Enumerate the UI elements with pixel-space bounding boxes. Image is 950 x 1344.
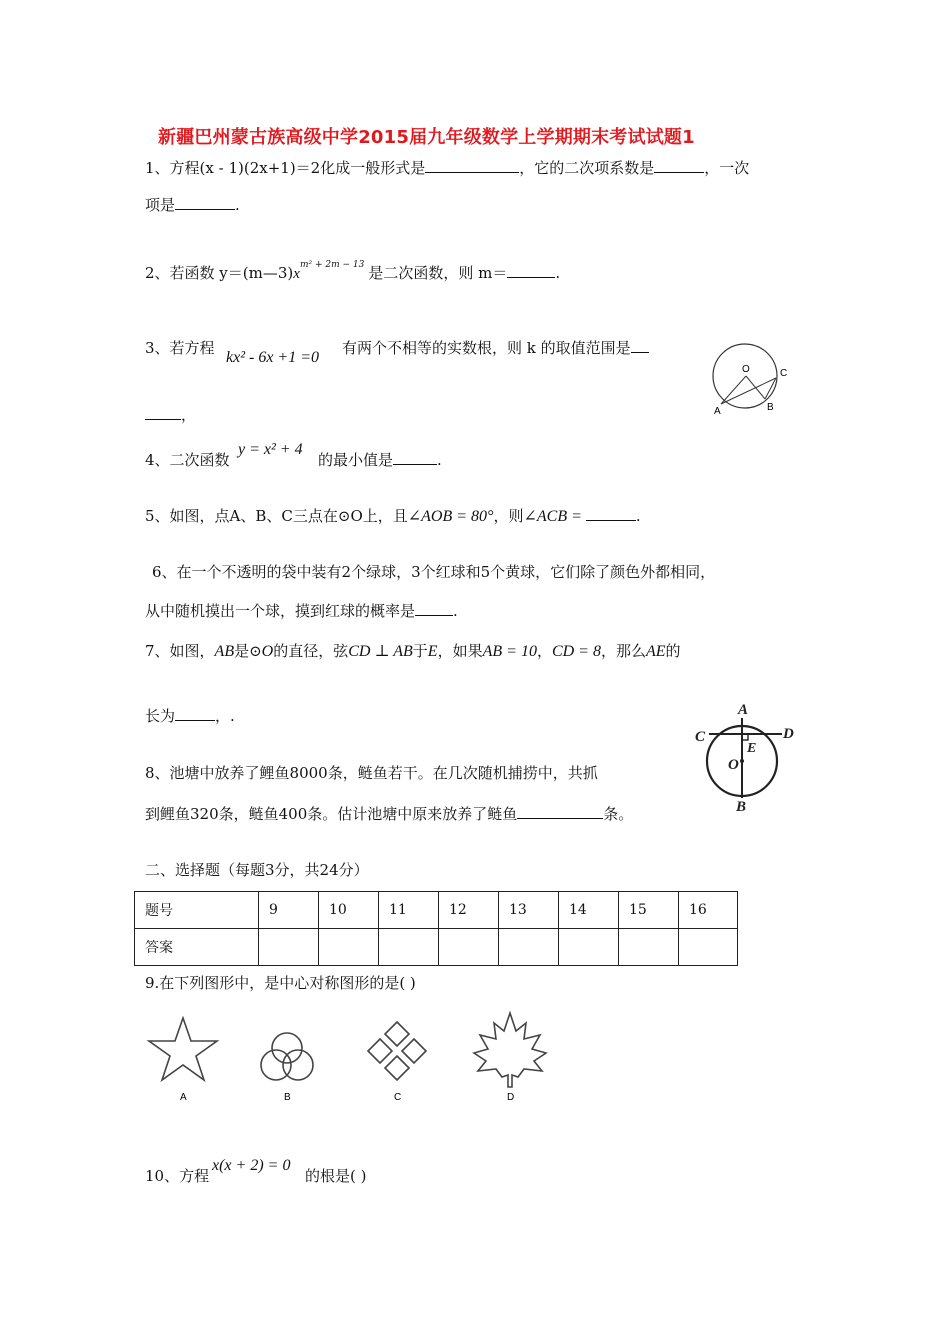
option-label-b: B [284, 1092, 291, 1103]
table-cell: 13 [499, 892, 559, 929]
answer-blank [415, 601, 453, 616]
option-label-c: C [394, 1092, 402, 1103]
table-cell: 14 [559, 892, 619, 929]
question-10: 10、方程 [145, 1167, 210, 1185]
question-8-line1: 8、池塘中放养了鲤鱼8000条，鲢鱼若干。在几次随机捕捞中，共抓 [145, 764, 598, 782]
section-heading: 二、选择题（每题3分，共24分） [145, 861, 369, 879]
label-o: O [742, 364, 750, 375]
table-row [135, 892, 738, 929]
label-a: A [714, 406, 721, 417]
answer-blank [175, 706, 215, 721]
question-1-line2: 项是 . [145, 196, 240, 214]
answer-cell[interactable] [619, 929, 679, 966]
question-6-line1: 6、在一个不透明的袋中装有2个绿球，3个红球和5个黄球，它们除了颜色外都相同， [152, 563, 716, 581]
question-5: 5、如图，点A、B、C三点在⊙O上，且∠AOB = 80°，则∠ACB = . [145, 507, 641, 525]
answer-blank [631, 338, 649, 353]
answer-blank [586, 506, 636, 521]
question-10-tail: 的根是( ) [305, 1167, 367, 1185]
answer-blank [507, 263, 555, 278]
label-c: C [695, 729, 706, 745]
answer-cell[interactable] [259, 929, 319, 966]
equation-q10: x(x + 2) = 0 [212, 1157, 291, 1174]
option-label-d: D [507, 1092, 515, 1103]
equation-q3: kx² - 6x +1 =0 [226, 349, 320, 366]
maple-leaf-figure [460, 1005, 560, 1105]
question-6-line2: 从中随机摸出一个球，摸到红球的概率是 . [145, 602, 458, 620]
option-label-a: A [180, 1092, 187, 1103]
answer-blank [425, 158, 519, 173]
question-7-line1: 7、如图，AB是⊙O的直径，弦CD ⊥ AB于E，如果AB = 10，CD = 8，那么AE的 [145, 642, 681, 660]
label-d: D [783, 726, 794, 742]
question-3: 3、若方程 [145, 339, 215, 357]
label-e: E [747, 741, 757, 756]
segment-oa [721, 376, 746, 404]
table-cell: 12 [439, 892, 499, 929]
label-a: A [738, 702, 749, 718]
answer-blank [393, 450, 437, 465]
triquetra-shape [261, 1033, 313, 1080]
answer-blank [654, 158, 704, 173]
q9-shapes [140, 1010, 460, 1105]
answer-cell[interactable] [379, 929, 439, 966]
question-8-line2: 到鲤鱼320条，鲢鱼400条。估计池塘中原来放养了鲢鱼 条。 [145, 805, 634, 823]
equation-q4: y = x² + 4 [238, 441, 303, 458]
maple-leaf-shape [474, 1013, 546, 1087]
table-cell: 10 [319, 892, 379, 929]
table-cell: 11 [379, 892, 439, 929]
question-2: 2、若函数 $y=(m—3)x^{m^2 + 2m - 13}$ 是二次函数，则 m＝ . [145, 260, 561, 282]
table-cell: 9 [259, 892, 319, 929]
table-cell: 16 [679, 892, 738, 929]
table-cell: 15 [619, 892, 679, 929]
answer-cell[interactable] [499, 929, 559, 966]
question-3-line2: ， [145, 404, 196, 425]
answer-blank [145, 405, 181, 420]
four-diamonds-shape [368, 1022, 426, 1080]
answer-table [134, 891, 738, 966]
answer-blank [175, 195, 235, 210]
label-c: C [780, 368, 788, 379]
circle-figure-chord [690, 696, 800, 814]
answer-cell[interactable] [679, 929, 738, 966]
answer-cell[interactable] [319, 929, 379, 966]
question-4-tail: 的最小值是 . [318, 451, 442, 469]
table-cell: 题号 [135, 892, 259, 929]
question-3-tail: 有两个不相等的实数根，则 k 的取值范围是 [342, 337, 649, 358]
question-4: 4、二次函数 [145, 451, 230, 469]
center-point [740, 759, 744, 763]
label-b: B [736, 799, 747, 814]
circle-figure-aob [704, 340, 796, 420]
label-o: O [728, 757, 739, 773]
star-shape [149, 1018, 217, 1080]
label-b: B [767, 402, 774, 413]
answer-cell[interactable] [439, 929, 499, 966]
question-9: 9.在下列图形中，是中心对称图形的是( ) [145, 974, 416, 992]
circle [713, 344, 777, 408]
question-1-line1: 1、方程(x - 1)(2x+1)＝2化成一般形式是 ，它的二次项系数是 ，一次 [145, 159, 750, 177]
segment-ac [721, 378, 776, 404]
table-row [135, 929, 738, 966]
page-title: 新疆巴州蒙古族高级中学2015届九年级数学上学期期末考试试题1 [158, 127, 695, 148]
table-cell: 答案 [135, 929, 259, 966]
answer-blank [517, 804, 603, 819]
answer-cell[interactable] [559, 929, 619, 966]
question-7-line2: 长为 ，. [145, 707, 235, 725]
